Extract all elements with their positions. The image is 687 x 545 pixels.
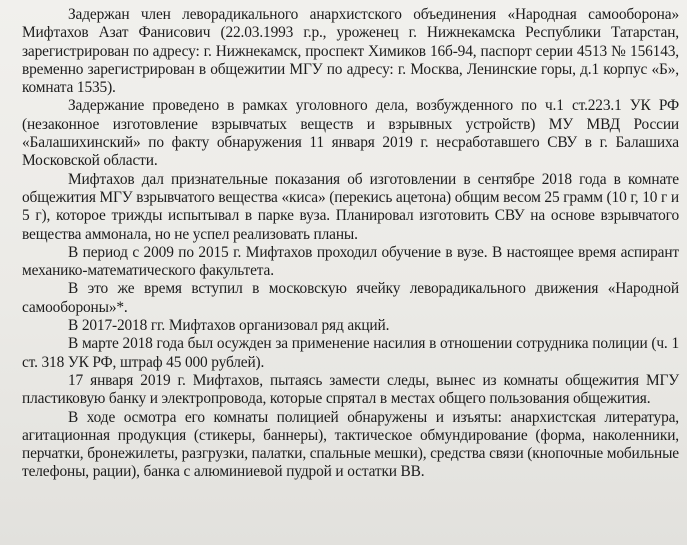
paragraph-education: В период с 2009 по 2015 г. Мифтахов проходил обучение в вузе. В настоящее время аспирант механико-математического факультета. (22, 243, 679, 280)
paragraph-criminal-case: Задержание проведено в рамках уголовного дела, возбужденного по ч.1 ст.223.1 УК РФ (незаконное изготовление взрывчатых веществ и взрывных устройств) МУ МВД России «Балашихинский» по факту обнаружения 11 января 2019 г. несработавшего СВУ в г. Балашиха Московской области. (22, 97, 679, 170)
paragraph-confession: Мифтахов дал признательные показания об изготовлении в сентябре 2018 года в комнате общежития МГУ взрывчатого вещества «киса» (перекись ацетона) общим весом 25 грамм (10 г, 10 г и 5 г), которое трижды испытывал в парке вуза. Планировал изготовить СВУ на основе взрывчатого вещества аммонала, но не успел реализовать планы. (22, 170, 679, 243)
paragraph-actions: В 2017-2018 гг. Мифтахов организовал ряд акций. (68, 317, 390, 335)
paragraph-joined-movement: В это же время вступил в московскую ячейку леворадикального движения «Народной самообороны»*. (22, 280, 679, 316)
paragraph-evidence-removal: 17 января 2019 г. Мифтахов, пытаясь замести следы, вынес из комнаты общежития МГУ пластиковую банку и электропровода, которые спрятал в местах общего пользования общежития. (22, 371, 679, 408)
paragraph-search-results: В ходе осмотра его комнаты полицией обнаружены и изъяты: анархистская литература, агитационная продукция (стикеры, баннеры), тактическое обмундирование (форма, наколенники, перчатки, бронежилеты, разгрузки, палатки, спальные мешки), средства связи (кнопочные мобильные телефоны, рации), банка с алюминиевой пудрой и остатки ВВ. (22, 408, 679, 481)
paragraph-detention: Задержан член леворадикального анархистского объединения «Народная самооборона» Мифтахов Азат Фанисович (22.03.1993 г.р., уроженец г. Нижнекамска Республики Татарстан, зарегистрирован по адресу: г. Нижнекамск, проспект Химиков 16б-94, паспорт серии 4513 № 156143, временно зарегистрирован в общежитии МГУ по адресу: г. Москва, Ленинские горы, д.1 корпус «Б», комната 1535). (22, 6, 679, 97)
paragraph-conviction: В марте 2018 года был осужден за применение насилия в отношении сотрудника полиции (ч. 1 ст. 318 УК РФ, штраф 45 000 рублей). (22, 335, 679, 371)
